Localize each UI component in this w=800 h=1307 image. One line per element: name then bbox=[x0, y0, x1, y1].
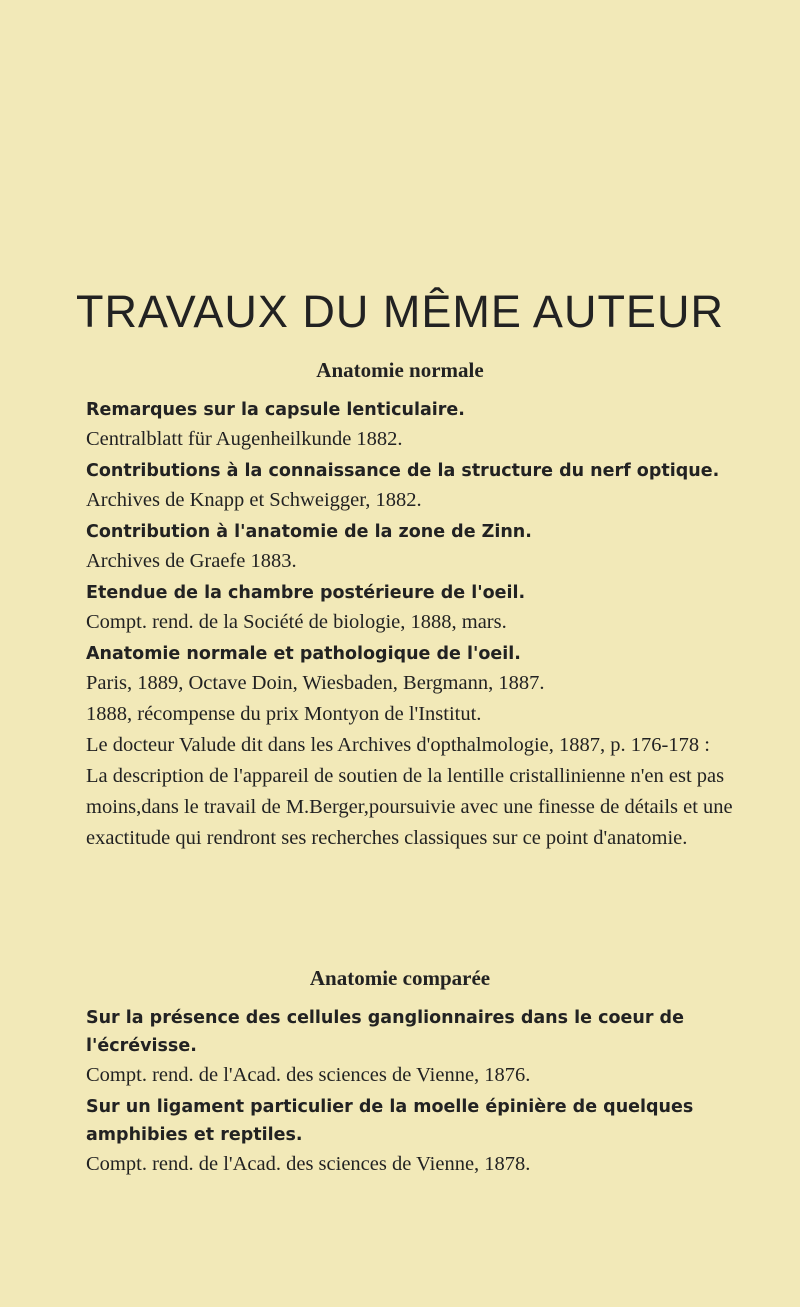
entry-publication bbox=[86, 607, 766, 638]
entry-title: Contributions à la connaissance de la structure du nerf optique. bbox=[86, 461, 720, 481]
entry-publication bbox=[86, 668, 766, 854]
publication-line: Compt. rend. de l'Acad. des sciences de Vienne, 1876. bbox=[86, 1064, 531, 1086]
publication-line: Centralblatt für Augenheilkunde 1882. bbox=[86, 428, 403, 450]
publication-line: 1888, récompense du prix Montyon de l'Institut. bbox=[86, 703, 482, 725]
publication-line: Archives de Graefe 1883. bbox=[86, 550, 297, 572]
quotation-intro: Le docteur Valude dit dans les Archives d'opthalmologie, 1887, p. 176-178 : bbox=[86, 734, 710, 756]
page-title: TRAVAUX DU MÊME AUTEUR bbox=[76, 286, 724, 337]
quotation-text: La description de l'appareil de soutien de la lentille cristallinienne n'en est pas moins,dans le travail de M.Berger,poursuivie avec une finesse de détails et une exactitude qui rendront ses recherches classiques sur ce point d'anatomie. bbox=[86, 765, 733, 849]
publication-line: Paris, 1889, Octave Doin, Wiesbaden, Bergmann, 1887. bbox=[86, 672, 545, 694]
entry-publication bbox=[86, 485, 766, 516]
entry-title: Remarques sur la capsule lenticulaire. bbox=[86, 400, 465, 420]
entry-title: Anatomie normale et pathologique de l'oeil. bbox=[86, 644, 521, 664]
entry-title: Etendue de la chambre postérieure de l'oeil. bbox=[86, 583, 526, 603]
entry-publication bbox=[86, 424, 766, 455]
section-heading-anatomie-comparee: Anatomie comparée bbox=[309, 966, 491, 990]
section-anatomie-comparee bbox=[86, 1004, 766, 1182]
entry-publication bbox=[86, 546, 766, 577]
entry-publication bbox=[86, 1149, 766, 1180]
section-anatomie-normale bbox=[86, 396, 766, 856]
entry-publication bbox=[86, 1060, 766, 1091]
publication-line: Compt. rend. de la Société de biologie, 1888, mars. bbox=[86, 611, 507, 633]
entry-title: Sur la présence des cellules ganglionnaires dans le coeur de l'écrévisse. bbox=[86, 1008, 684, 1056]
section-heading-anatomie-normale: Anatomie normale bbox=[316, 358, 484, 382]
entry-title: Sur un ligament particulier de la moelle épinière de quelques amphibies et reptiles. bbox=[86, 1097, 694, 1145]
publication-line: Archives de Knapp et Schweigger, 1882. bbox=[86, 489, 422, 511]
entry-title: Contribution à l'anatomie de la zone de Zinn. bbox=[86, 522, 532, 542]
publication-line: Compt. rend. de l'Acad. des sciences de Vienne, 1878. bbox=[86, 1153, 531, 1175]
